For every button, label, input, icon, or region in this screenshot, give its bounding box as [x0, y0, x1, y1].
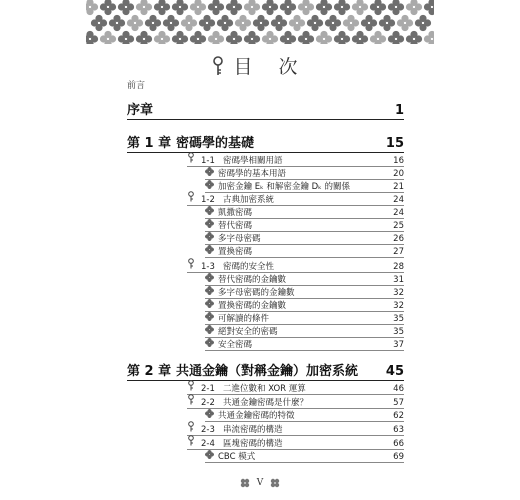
section-title: 二進位數和 XOR 運算 — [223, 384, 306, 394]
clover-shape — [377, 13, 396, 32]
chapter-title: 共通金鑰（對稱金鑰）加密系統 — [176, 364, 359, 379]
clover-shape — [350, 0, 369, 17]
clover-shape — [314, 29, 333, 44]
key-icon — [187, 152, 197, 162]
clover-icon — [205, 312, 218, 322]
clover-shape — [413, 13, 432, 32]
subsection-entry[interactable] — [205, 207, 404, 219]
section-page: 63 — [393, 425, 404, 435]
clover-shape — [332, 29, 351, 44]
chapter-entry[interactable] — [127, 102, 404, 120]
clover-shape — [278, 0, 297, 17]
subsection-title: 置換密碼的金鑰數 — [218, 301, 287, 311]
chapter-number: 第 1 章 — [127, 136, 172, 151]
clover-shape — [242, 0, 261, 17]
subsection-title: 替代密碼的金鑰數 — [218, 275, 287, 285]
clover-shape — [116, 0, 135, 17]
clover-shape — [152, 29, 171, 44]
clover-icon — [205, 232, 218, 242]
subsection-page: 35 — [393, 327, 404, 337]
clover-icon — [205, 338, 218, 348]
clover-pattern-band — [86, 0, 434, 44]
section-number: 2-3 — [201, 425, 215, 435]
clover-shape — [368, 0, 387, 17]
section-number: 1-3 — [201, 262, 215, 272]
clover-shape — [251, 13, 270, 32]
subsection-title: 共通金鑰密碼的特徵 — [218, 411, 295, 421]
key-icon — [187, 258, 197, 268]
subsection-page: 27 — [393, 247, 404, 257]
subsection-page: 32 — [393, 288, 404, 298]
subsection-title: 絕對安全的密碼 — [218, 327, 278, 337]
key-icon — [187, 380, 197, 390]
clover-icon — [205, 206, 218, 216]
clover-shape — [386, 0, 405, 17]
toc-heading — [0, 52, 520, 79]
clover-shape — [350, 29, 369, 44]
section-number: 2-1 — [201, 384, 215, 394]
clover-shape — [215, 13, 234, 32]
clover-shape — [242, 29, 261, 44]
clover-shape — [305, 13, 324, 32]
chapter-number: 第 2 章 — [127, 364, 172, 379]
page-title: 目 次 — [233, 56, 308, 78]
clover-shape — [233, 13, 252, 32]
key-icon — [187, 191, 197, 201]
section-title: 密碼的安全性 — [223, 262, 275, 272]
clover-shape — [224, 0, 243, 17]
subsection-entry[interactable] — [205, 287, 404, 299]
clover-shape — [296, 29, 315, 44]
section-page: 16 — [393, 156, 404, 166]
chapter-page: 15 — [385, 136, 404, 151]
section-page: 57 — [393, 398, 404, 408]
section-title: 共通金鑰密碼是什麼？ — [223, 398, 309, 408]
section-number: 2-2 — [201, 398, 215, 408]
clover-shape — [206, 0, 225, 17]
subsection-page: 24 — [393, 208, 404, 218]
subsection-title: 多字母密碼的金鑰數 — [218, 288, 295, 298]
section-number: 1-1 — [201, 156, 215, 166]
subsection-title: 可解讀的條件 — [218, 314, 270, 324]
clover-icon — [205, 450, 218, 460]
section-page: 24 — [393, 195, 404, 205]
subsection-entry[interactable] — [205, 326, 404, 338]
subsection-page: 32 — [393, 301, 404, 311]
clover-icon — [205, 180, 218, 190]
subsection-title: 凱撒密碼 — [218, 208, 253, 218]
clover-shape — [269, 13, 288, 32]
clover-shape — [206, 29, 225, 44]
subsection-page: 26 — [393, 234, 404, 244]
chapter-title: 密碼學的基礎 — [176, 136, 255, 151]
clover-shape — [386, 29, 405, 44]
chapter-page: 45 — [385, 364, 404, 379]
section-entry[interactable] — [187, 261, 404, 273]
clover-shape — [188, 0, 207, 17]
subsection-title: 多字母密碼 — [218, 234, 261, 244]
clover-shape — [134, 29, 153, 44]
clover-icon — [205, 167, 218, 177]
clover-shape — [278, 29, 297, 44]
key-icon — [187, 421, 197, 431]
clover-shape — [125, 13, 144, 32]
section-entry[interactable] — [187, 438, 404, 450]
clover-shape — [170, 0, 189, 17]
subsection-title: 安全密碼 — [218, 340, 253, 350]
clover-shape — [359, 13, 378, 32]
clover-shape — [89, 13, 108, 32]
section-number: 1-2 — [201, 195, 215, 205]
clover-shape — [86, 29, 100, 44]
clover-shape — [422, 0, 434, 17]
clover-shape — [314, 0, 333, 17]
subsection-title: 替代密碼 — [218, 221, 253, 231]
subsection-page: 31 — [393, 275, 404, 285]
subsection-title: 置換密碼 — [218, 247, 253, 257]
clover-shape — [197, 13, 216, 32]
clover-shape — [143, 13, 162, 32]
subsection-title: CBC 模式 — [218, 452, 256, 462]
clover-icon — [205, 245, 218, 255]
subsection-entry[interactable] — [205, 339, 404, 351]
clover-shape — [332, 0, 351, 17]
clover-shape — [98, 0, 117, 17]
clover-shape — [404, 0, 423, 17]
clover-icon — [205, 286, 218, 296]
subsection-entry[interactable] — [205, 220, 404, 232]
clover-shape — [260, 29, 279, 44]
clover-shape — [116, 29, 135, 44]
preface-entry[interactable]: 前言 — [127, 81, 146, 91]
section-entry[interactable] — [187, 155, 404, 167]
section-title: 古典加密系統 — [223, 195, 275, 205]
clover-shape — [422, 29, 434, 44]
subsection-entry[interactable] — [205, 246, 404, 258]
subsection-page: 35 — [393, 314, 404, 324]
subsection-title: 加密金鑰 Eₖ 和解密金鑰 Dₖ 的關係 — [218, 182, 350, 192]
key-icon — [212, 56, 224, 76]
section-page: 28 — [393, 262, 404, 272]
subsection-entry[interactable] — [205, 313, 404, 325]
page-number: V — [256, 478, 264, 488]
subsection-page: 21 — [393, 182, 404, 192]
section-entry[interactable] — [187, 397, 404, 409]
clover-shape — [224, 29, 243, 44]
section-title: 區塊密碼的構造 — [223, 439, 283, 449]
clover-shape — [341, 13, 360, 32]
clover-shape — [98, 29, 117, 44]
chapter-entry[interactable] — [127, 135, 404, 153]
subsection-entry[interactable] — [205, 168, 404, 180]
clover-shape — [404, 29, 423, 44]
subsection-page: 62 — [393, 411, 404, 421]
subsection-entry[interactable] — [205, 233, 404, 245]
section-page: 66 — [393, 439, 404, 449]
clover-icon — [240, 478, 250, 488]
section-title: 密碼學相關用語 — [223, 156, 283, 166]
chapter-page: 1 — [394, 103, 404, 118]
clover-shape — [170, 29, 189, 44]
subsection-page: 37 — [393, 340, 404, 350]
section-number: 2-4 — [201, 439, 215, 449]
clover-icon — [205, 219, 218, 229]
clover-icon — [205, 325, 218, 335]
clover-shape — [188, 29, 207, 44]
page-footer — [0, 478, 520, 489]
clover-shape — [296, 0, 315, 17]
clover-icon — [205, 273, 218, 283]
subsection-entry[interactable] — [205, 300, 404, 312]
clover-shape — [260, 0, 279, 17]
subsection-page: 69 — [393, 452, 404, 462]
subsection-entry[interactable] — [205, 451, 404, 463]
clover-icon — [205, 409, 218, 419]
chapter-number: 序章 — [127, 103, 154, 118]
subsection-page: 25 — [393, 221, 404, 231]
clover-shape — [179, 13, 198, 32]
key-icon — [187, 435, 197, 445]
clover-icon — [270, 478, 280, 488]
key-icon — [187, 394, 197, 404]
clover-shape — [134, 0, 153, 17]
clover-shape — [395, 13, 414, 32]
section-page: 46 — [393, 384, 404, 394]
clover-icon — [205, 299, 218, 309]
clover-shape — [86, 0, 100, 17]
clover-shape — [287, 13, 306, 32]
subsection-entry[interactable] — [205, 274, 404, 286]
subsection-title: 密碼學的基本用語 — [218, 169, 287, 179]
clover-shape — [152, 0, 171, 17]
chapter-entry[interactable] — [127, 363, 404, 381]
clover-shape — [107, 13, 126, 32]
clover-shape — [161, 13, 180, 32]
clover-shape — [323, 13, 342, 32]
section-title: 串流密碼的構造 — [223, 425, 283, 435]
section-entry[interactable] — [187, 194, 404, 206]
clover-shape — [368, 29, 387, 44]
subsection-page: 20 — [393, 169, 404, 179]
